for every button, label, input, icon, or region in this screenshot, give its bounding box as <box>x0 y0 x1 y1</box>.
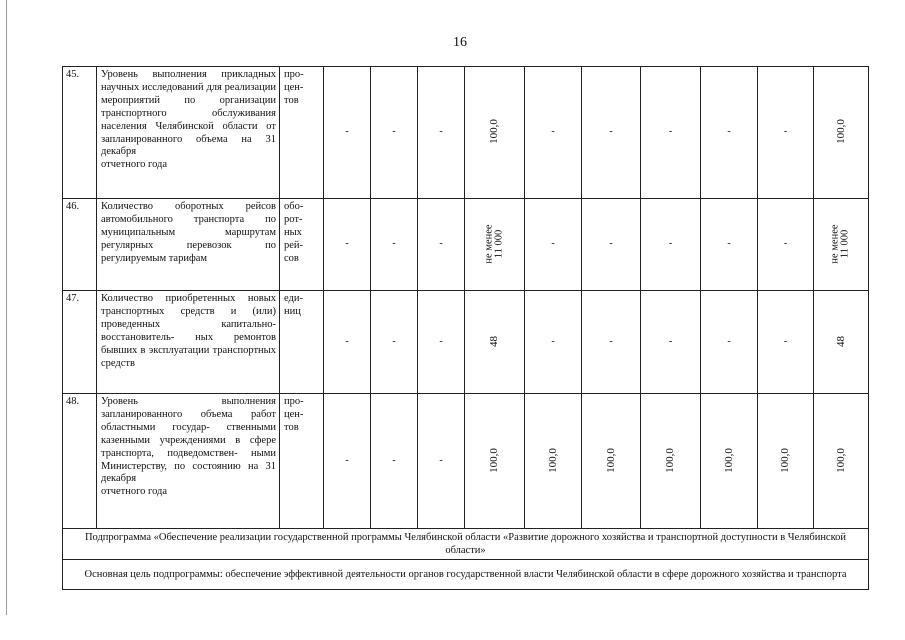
value-cell <box>814 199 869 291</box>
indicator-name: Количество приобретенных новых транспортных средств и (или) проведенных капитально-восстановитель- ных ремонтов бывших в эксплуатации транспортных средств <box>97 291 280 394</box>
subprogram-title: Подпрограмма «Обеспечение реализации государственной программы Челябинской области «Развитие дорожного хозяйства и транспортной доступности в Челябинской области» <box>63 529 869 560</box>
value-cell: - <box>371 291 418 394</box>
row-number: 47. <box>63 291 97 394</box>
indicator-name: Уровень выполнения прикладных научных исследований для реализации мероприятий по организации транспортного обслуживания населения Челябинской области от запланированного объема на 31 декабря отчетного года <box>97 67 280 199</box>
value-cell: 48 <box>814 291 869 394</box>
table-row <box>63 291 869 394</box>
main-goal-text: Основная цель подпрограммы: обеспечение эффективной деятельности органов государственной власти Челябинской области в сфере дорожного хозяйства и транспорта <box>63 560 869 590</box>
value-cell: - <box>525 67 582 199</box>
value-line: не менее <box>830 223 841 264</box>
value-cell: - <box>641 199 701 291</box>
value-cell: 100,0 <box>814 394 869 529</box>
table-row <box>63 199 869 291</box>
value-cell: - <box>324 67 371 199</box>
table-row <box>63 67 869 199</box>
value-cell: - <box>371 67 418 199</box>
subprogram-row <box>63 529 869 560</box>
page-edge-rule <box>6 0 7 615</box>
value-cell: - <box>758 67 814 199</box>
indicator-name: Уровень выполнения запланированного объема работ областными государ- ственными казенными учреждениями в сфере транспорта, подведомствен- ными Министерству, по состоянию на 31 декабря отчетного года <box>97 394 280 529</box>
value-cell: - <box>371 199 418 291</box>
indicator-name: Количество оборотных рейсов автомобильного транспорта по муниципальным маршрутам регулярных перевозок по регулируемым тарифам <box>97 199 280 291</box>
indicators-table <box>62 66 869 590</box>
table-row <box>63 394 869 529</box>
value-cell: - <box>582 199 641 291</box>
value-cell: - <box>324 291 371 394</box>
value-cell: - <box>701 291 758 394</box>
value-cell: - <box>582 67 641 199</box>
value-cell: - <box>324 199 371 291</box>
value-cell <box>465 199 525 291</box>
value-cell: 100,0 <box>814 67 869 199</box>
value-line: 11 000 <box>493 229 505 258</box>
row-number: 45. <box>63 67 97 199</box>
main-goal-row <box>63 560 869 590</box>
value-cell: 100,0 <box>701 394 758 529</box>
value-cell: - <box>641 291 701 394</box>
value-line: 11 000 <box>840 229 851 258</box>
unit-cell: про- цен- тов <box>280 394 324 529</box>
value-cell: - <box>324 394 371 529</box>
value-cell: 100,0 <box>525 394 582 529</box>
row-number: 46. <box>63 199 97 291</box>
value-cell: - <box>418 291 465 394</box>
unit-cell: еди- ниц <box>280 291 324 394</box>
value-cell: - <box>525 291 582 394</box>
value-line: не менее <box>483 223 495 264</box>
value-cell: - <box>371 394 418 529</box>
value-cell: - <box>758 291 814 394</box>
value-cell: 48 <box>465 291 525 394</box>
value-cell: 100,0 <box>465 394 525 529</box>
value-cell: 100,0 <box>582 394 641 529</box>
page-number: 16 <box>453 35 467 50</box>
value-cell: - <box>525 199 582 291</box>
value-cell: - <box>701 67 758 199</box>
value-cell: - <box>418 394 465 529</box>
value-cell: 100,0 <box>758 394 814 529</box>
value-cell: - <box>582 291 641 394</box>
value-cell: - <box>418 67 465 199</box>
value-cell: - <box>641 67 701 199</box>
unit-cell: про- цен- тов <box>280 67 324 199</box>
value-cell: 100,0 <box>465 67 525 199</box>
value-cell: - <box>758 199 814 291</box>
value-cell: - <box>418 199 465 291</box>
value-cell: 100,0 <box>641 394 701 529</box>
unit-cell: обо- рот- ных рей- сов <box>280 199 324 291</box>
row-number: 48. <box>63 394 97 529</box>
value-cell: - <box>701 199 758 291</box>
